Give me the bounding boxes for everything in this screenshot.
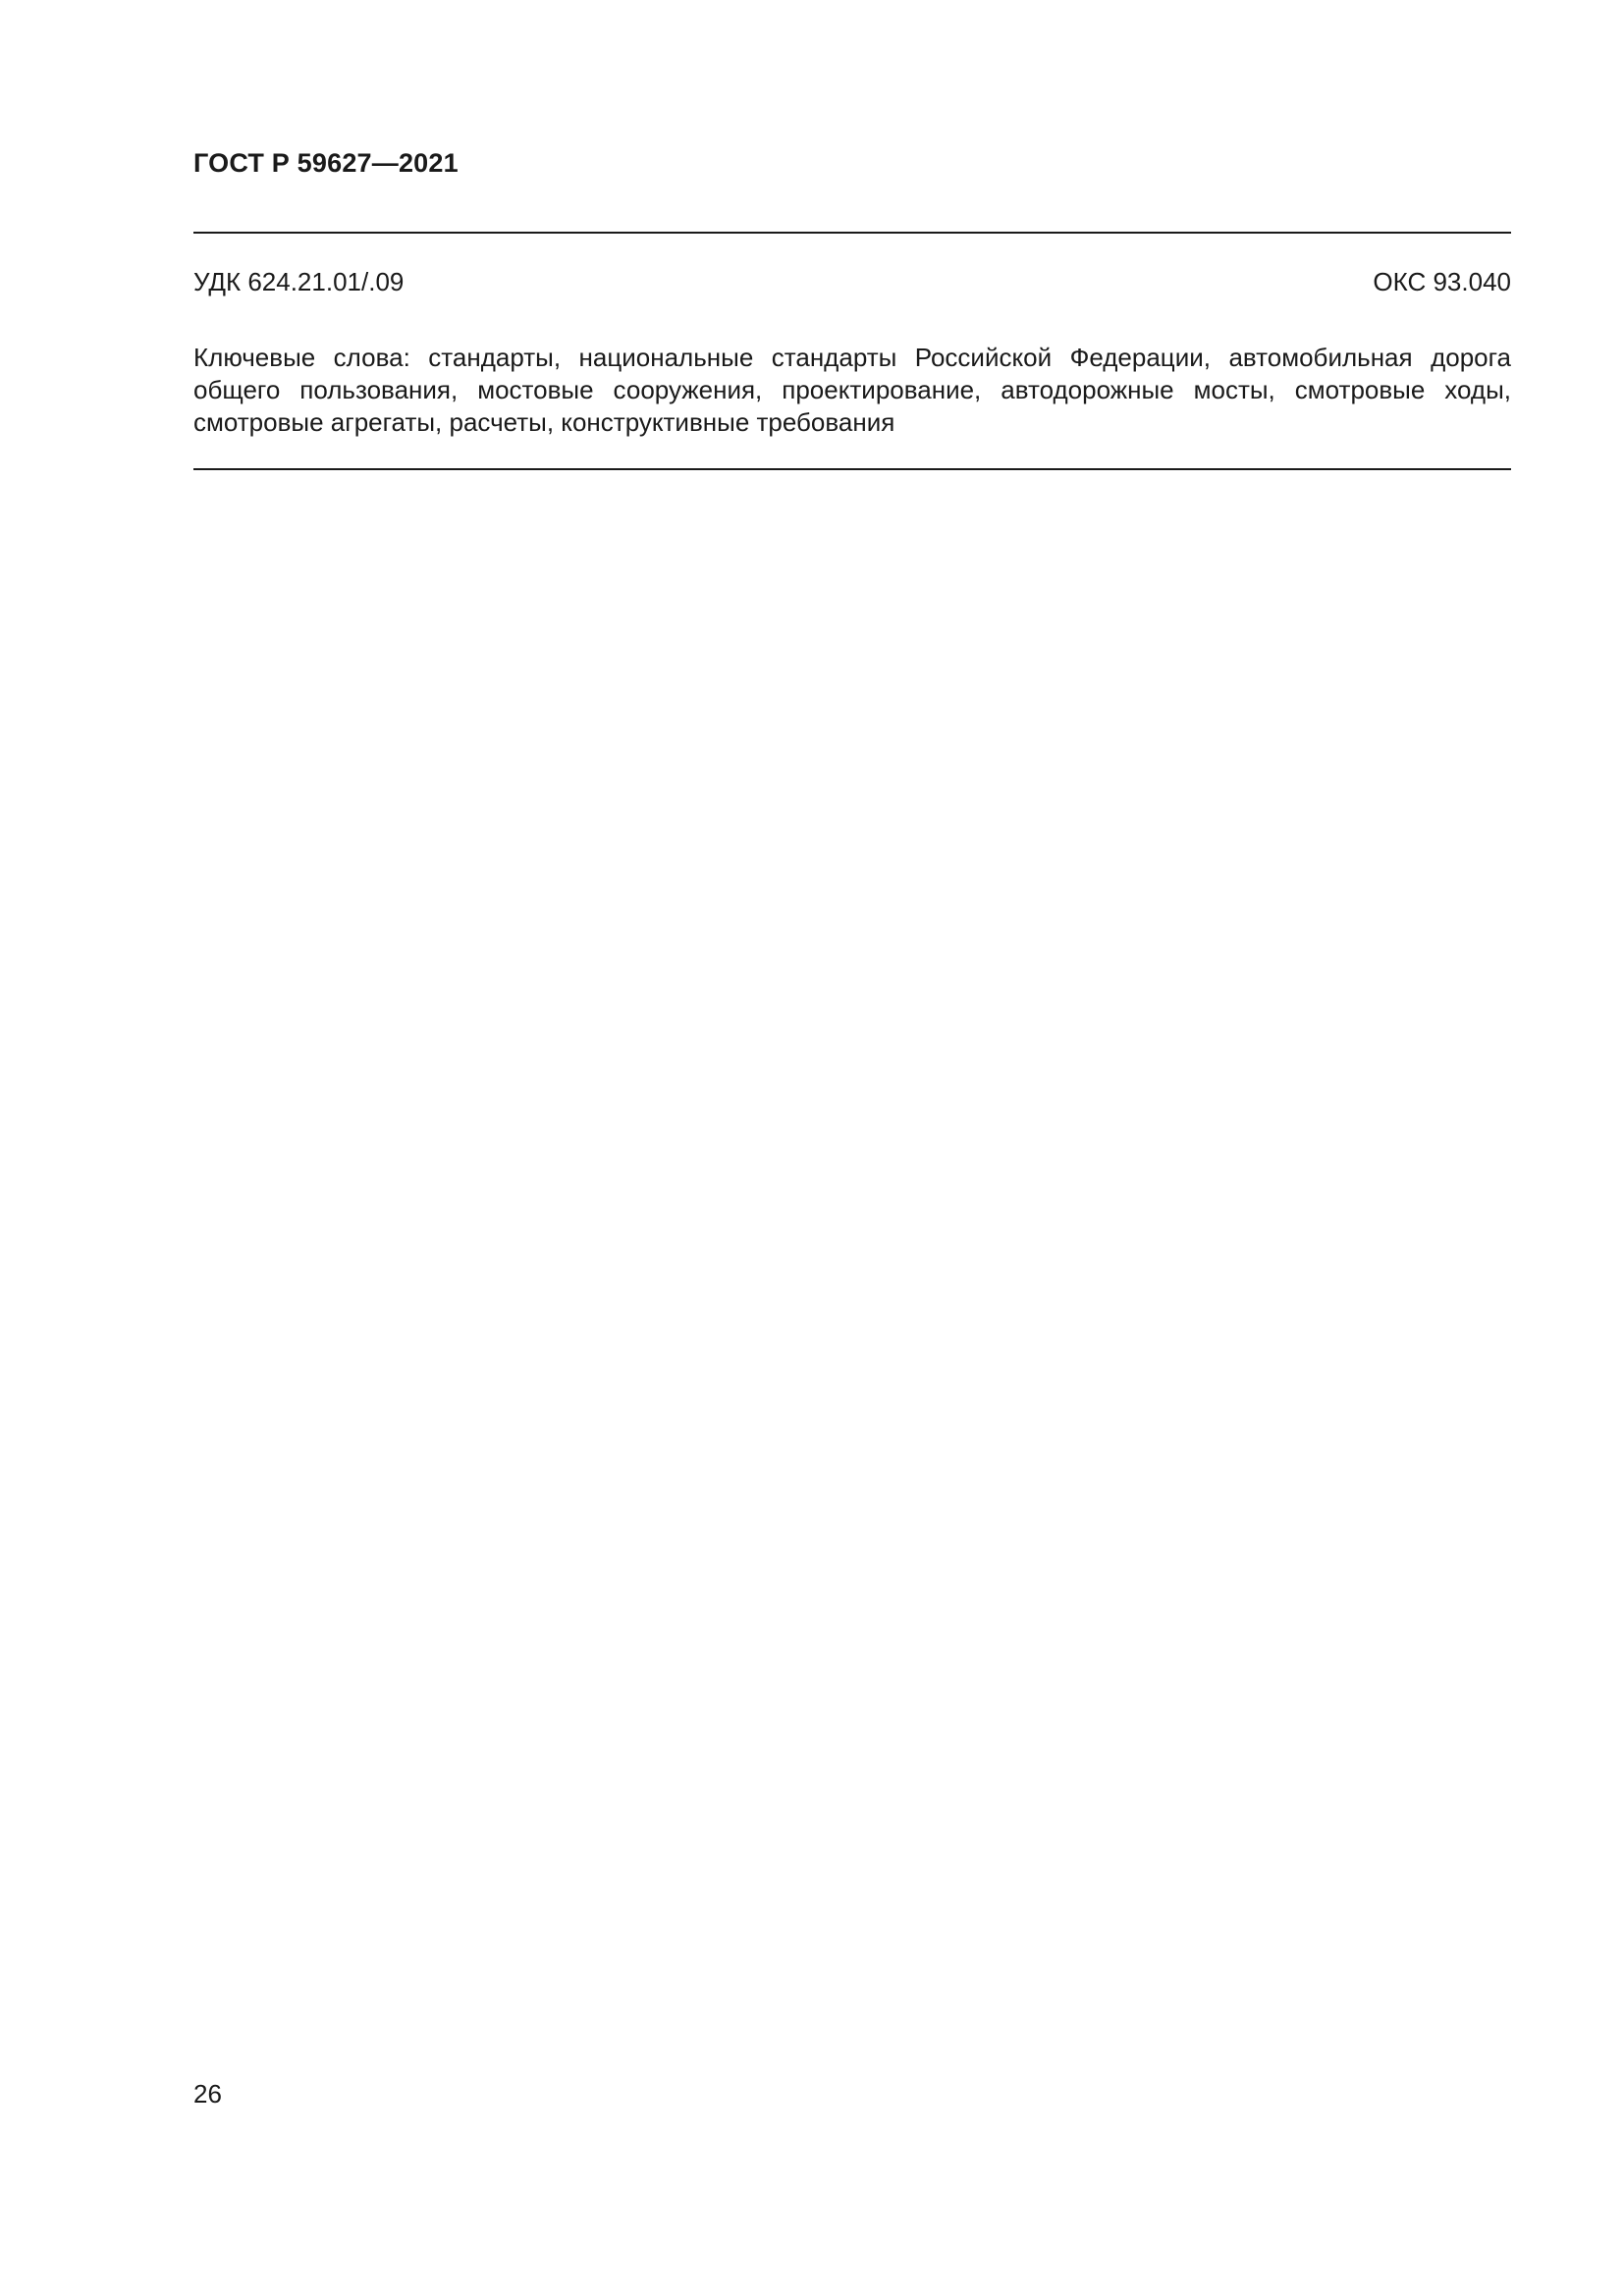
top-divider — [193, 232, 1511, 234]
page-number: 26 — [193, 2079, 222, 2109]
classification-codes — [193, 267, 1511, 297]
bottom-divider — [193, 468, 1511, 470]
keywords-paragraph: Ключевые слова: стандарты, национальные стандарты Российской Федерации, автомобильная дорога общего пользования, мостовые сооружения, проектирование, автодорожные мосты, смотровые ходы, смотровые агрегаты, расчеты, конструктивные требования — [193, 343, 1511, 437]
standard-id: ГОСТ Р 59627—2021 — [193, 148, 459, 178]
oks-code: ОКС 93.040 — [1373, 267, 1511, 296]
udk-code: УДК 624.21.01/.09 — [193, 267, 405, 296]
